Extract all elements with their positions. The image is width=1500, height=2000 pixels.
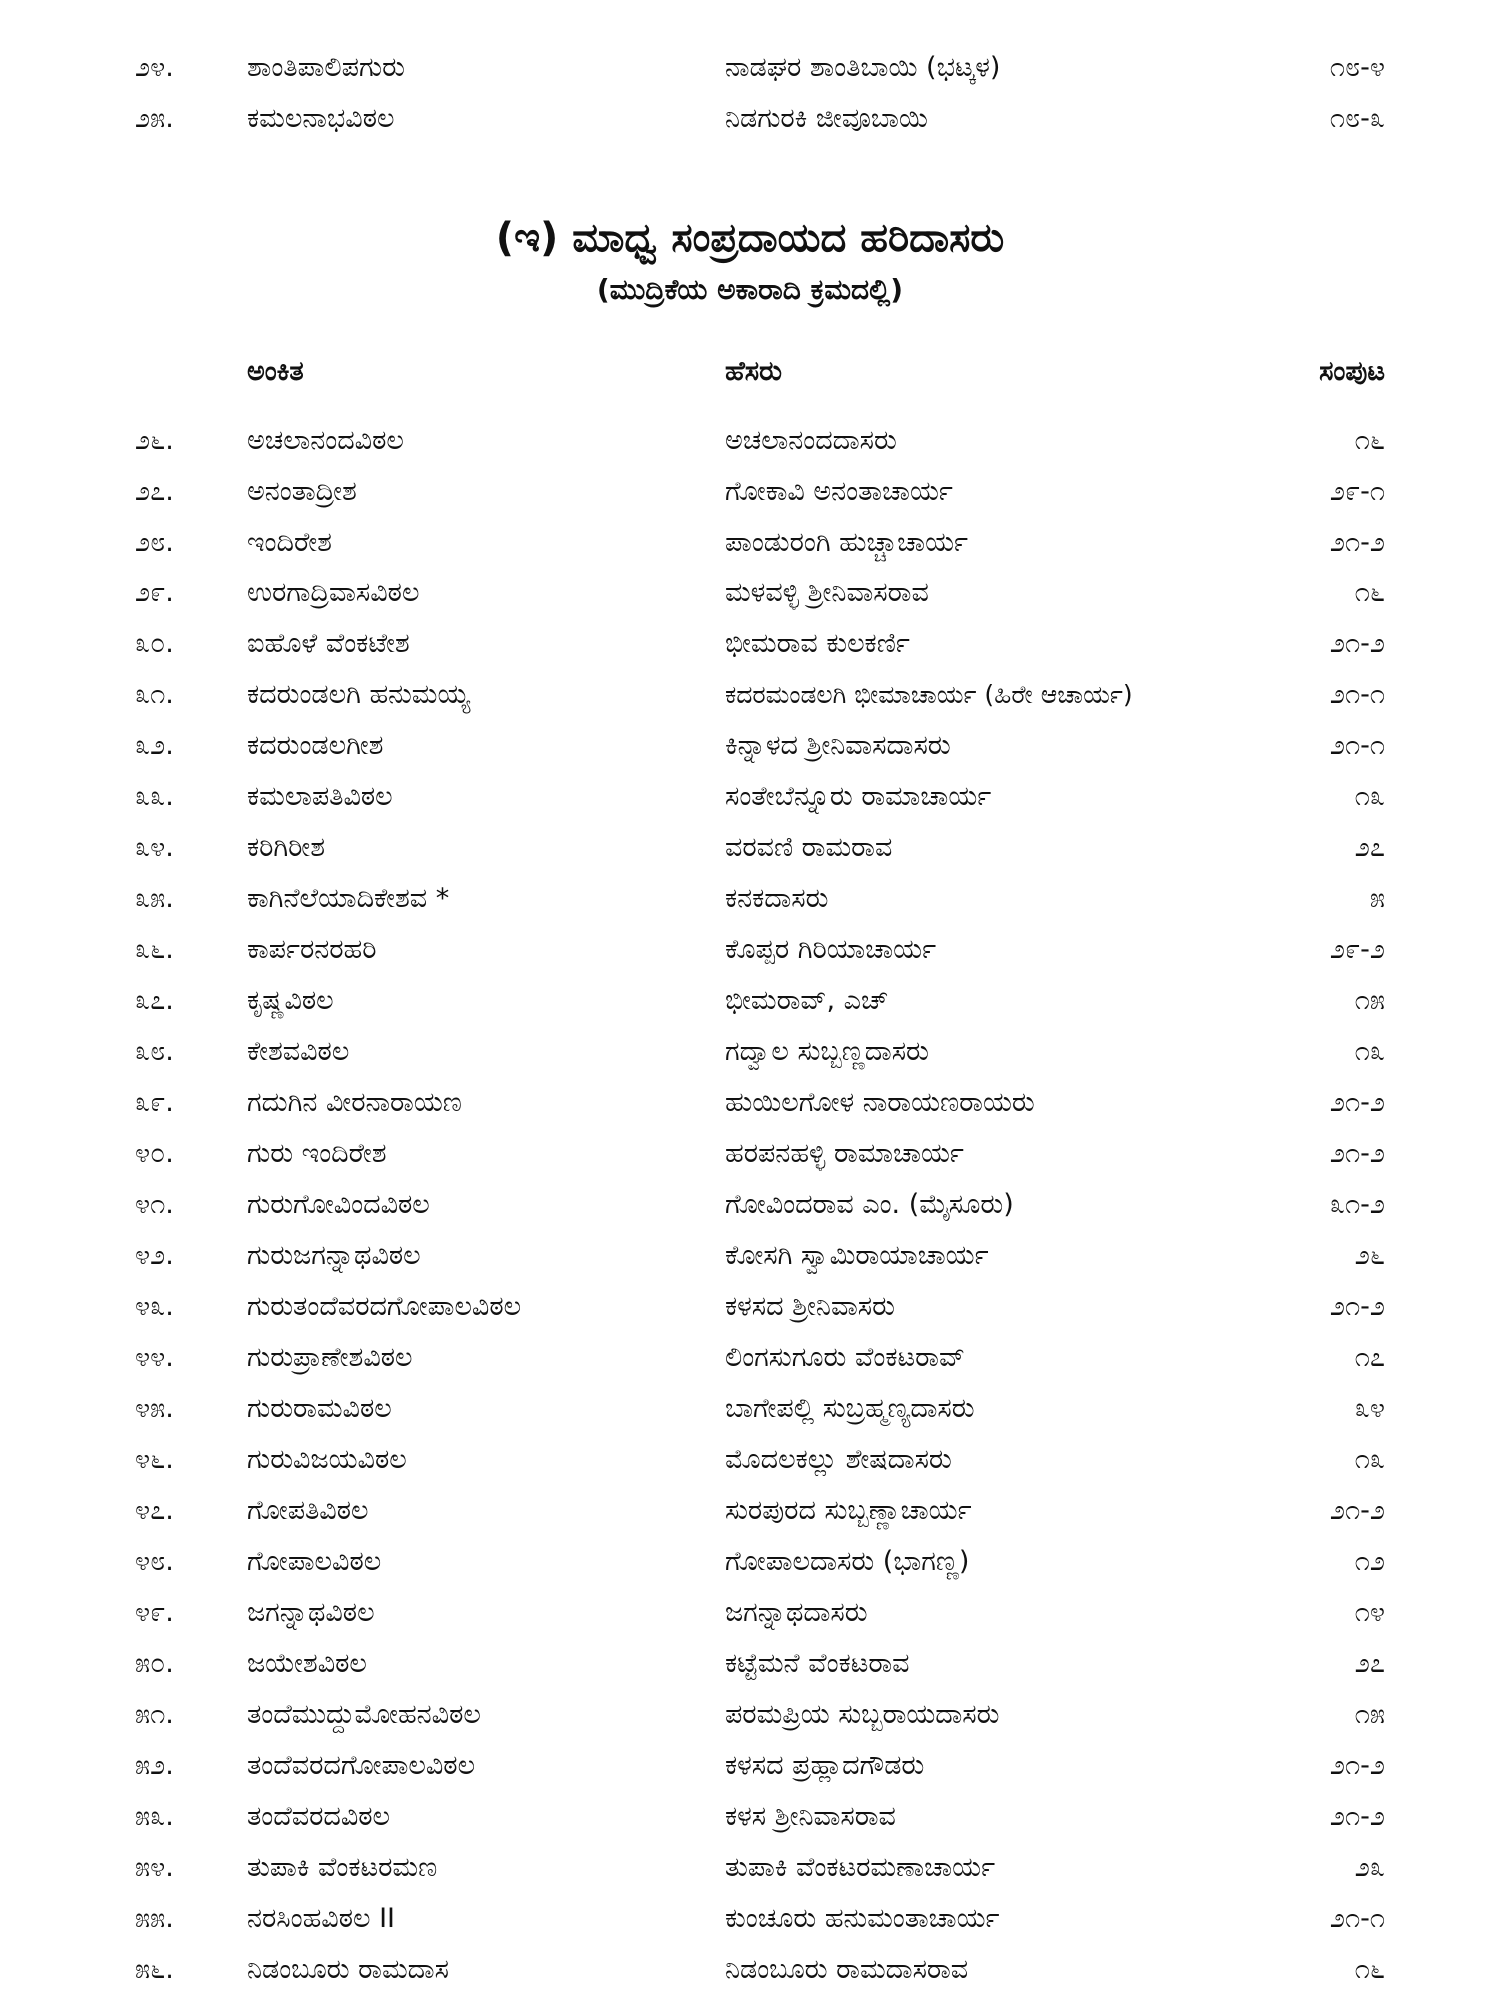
entry-ankita: ತಂದೆಮುದ್ದುಮೋಹನವಿಠಲ xyxy=(247,1699,481,1730)
entry-name: ಗೋವಿಂದರಾವ ಎಂ. (ಮೈಸೂರು) xyxy=(725,1189,1014,1220)
list-item xyxy=(0,470,1500,514)
list-item xyxy=(0,928,1500,972)
entry-number: ೩೪. xyxy=(135,832,174,863)
entry-number: ೪೧. xyxy=(135,1189,174,1220)
header-ankita: ಅಂಕಿತ xyxy=(247,356,304,387)
entry-volume: ೧೩ xyxy=(1354,1444,1385,1475)
entry-ankita: ಕಾಗಿನೆಲೆಯಾದಿಕೇಶವ * xyxy=(247,883,450,914)
entry-name: ಮೊದಲಕಲ್ಲು ಶೇಷದಾಸರು xyxy=(725,1444,952,1475)
entry-name: ಗದ್ವಾಲ ಸುಬ್ಬಣ್ಣದಾಸರು xyxy=(725,1036,929,1067)
entry-ankita: ಗುರುವಿಜಯವಿಠಲ xyxy=(247,1444,407,1475)
entry-volume: ೫ xyxy=(1369,883,1385,914)
list-item xyxy=(0,1489,1500,1533)
list-item xyxy=(0,1081,1500,1125)
entry-number: ೨೭. xyxy=(135,476,174,507)
entry-name: ಕನಕದಾಸರು xyxy=(725,883,829,914)
entry-number: ೪೪. xyxy=(135,1342,174,1373)
entry-name: ಭೀಮರಾವ ಕುಲಕರ್ಣಿ xyxy=(725,628,910,659)
entry-volume: ೨೧-೧ xyxy=(1329,730,1385,761)
entry-ankita: ಉರಗಾದ್ರಿವಾಸವಿಠಲ xyxy=(247,577,420,608)
entry-name: ಹುಯಿಲಗೋಳ ನಾರಾಯಣರಾಯರು xyxy=(725,1087,1035,1118)
entry-name: ಕಟ್ಟೆಮನೆ ವೆಂಕಟರಾವ xyxy=(725,1648,910,1679)
entry-volume: ೧೩ xyxy=(1354,1036,1385,1067)
entry-number: ೪೫. xyxy=(135,1393,174,1424)
entry-name: ಪರಮಪ್ರಿಯ ಸುಬ್ಬರಾಯದಾಸರು xyxy=(725,1699,1000,1730)
entry-name: ಅಚಲಾನಂದದಾಸರು xyxy=(725,425,897,456)
entry-ankita: ಇಂದಿರೇಶ xyxy=(247,527,332,558)
entry-number: ೪೦. xyxy=(135,1138,174,1169)
entry-ankita: ಐಹೊಳೆ ವೆಂಕಟೇಶ xyxy=(247,628,410,659)
entry-volume: ೧೬ xyxy=(1354,425,1385,456)
entry-number: ೫೬. xyxy=(135,1954,174,1985)
entry-ankita: ತಂದೆವರದಗೋಪಾಲವಿಠಲ xyxy=(247,1750,476,1781)
entry-ankita: ಗದುಗಿನ ವೀರನಾರಾಯಣ xyxy=(247,1087,462,1118)
entry-volume: ೨೧-೨ xyxy=(1329,1495,1385,1526)
entry-volume: ೧೫ xyxy=(1354,985,1385,1016)
entry-volume: ೩೧-೨ xyxy=(1329,1189,1385,1220)
entry-name: ಜಗನ್ನಾಥದಾಸರು xyxy=(725,1597,868,1628)
list-item xyxy=(0,1285,1500,1329)
list-item xyxy=(0,724,1500,768)
list-item xyxy=(0,521,1500,565)
list-item xyxy=(0,1795,1500,1839)
header-name: ಹೆಸರು xyxy=(725,356,782,387)
entry-name: ನಿಡಂಬೂರು ರಾಮದಾಸರಾವ xyxy=(725,1954,969,1985)
entry-name: ನಾಡಘರ ಶಾಂತಿಬಾಯಿ (ಭಟ್ಕಳ) xyxy=(725,52,1001,83)
entry-ankita: ಗುರುತಂದೆವರದಗೋಪಾಲವಿಠಲ xyxy=(247,1291,522,1322)
entry-volume: ೨೧-೨ xyxy=(1329,1750,1385,1781)
entry-name: ವರವಣಿ ರಾಮರಾವ xyxy=(725,832,893,863)
entry-name: ಗೋಪಾಲದಾಸರು (ಭಾಗಣ್ಣ) xyxy=(725,1546,970,1577)
list-item xyxy=(0,622,1500,666)
entry-name: ಕೊಪ್ಪರ ಗಿರಿಯಾಚಾರ್ಯ xyxy=(725,934,937,965)
list-item xyxy=(0,1234,1500,1278)
list-item xyxy=(0,97,1500,141)
entry-volume: ೧೬ xyxy=(1354,1954,1385,1985)
entry-name: ಲಿಂಗಸುಗೂರು ವೆಂಕಟರಾವ್ xyxy=(725,1342,966,1373)
entry-ankita: ಜಯೇಶವಿಠಲ xyxy=(247,1648,367,1679)
entry-name: ಸುರಪುರದ ಸುಬ್ಬಣ್ಣಾಚಾರ್ಯ xyxy=(725,1495,972,1526)
list-item xyxy=(0,1693,1500,1737)
entry-ankita: ಗೋಪಾಲವಿಠಲ xyxy=(247,1546,382,1577)
entry-number: ೩೯. xyxy=(135,1087,174,1118)
entry-name: ಕಳಸದ ಪ್ರಹ್ಲಾದಗೌಡರು xyxy=(725,1750,925,1781)
list-item xyxy=(0,1132,1500,1176)
entry-number: ೨೮. xyxy=(135,527,174,558)
entry-name: ಕಳಸದ ಶ್ರೀನಿವಾಸರು xyxy=(725,1291,896,1322)
entry-number: ೨೬. xyxy=(135,425,174,456)
entry-ankita: ಗುರು ಇಂದಿರೇಶ xyxy=(247,1138,387,1169)
entry-volume: ೨೧-೨ xyxy=(1329,1801,1385,1832)
list-item xyxy=(0,775,1500,819)
entry-number: ೪೮. xyxy=(135,1546,174,1577)
entry-volume: ೧೪ xyxy=(1354,1597,1385,1628)
entry-ankita: ಕದರುಂಡಲಗಿ ಹನುಮಯ್ಯ xyxy=(247,679,471,710)
entry-ankita: ಅಚಲಾನಂದವಿಠಲ xyxy=(247,425,404,456)
entry-name: ಗೋಕಾವಿ ಅನಂತಾಚಾರ್ಯ xyxy=(725,476,953,507)
entry-name: ಬಾಗೇಪಲ್ಲಿ ಸುಬ್ರಹ್ಮಣ್ಯದಾಸರು xyxy=(725,1393,975,1424)
entry-number: ೪೯. xyxy=(135,1597,174,1628)
entry-name: ಕುಂಚೂರು ಹನುಮಂತಾಚಾರ್ಯ xyxy=(725,1903,1000,1934)
list-item xyxy=(0,1336,1500,1380)
entry-volume: ೨೭ xyxy=(1354,1648,1385,1679)
entry-name: ಕದರಮಂಡಲಗಿ ಭೀಮಾಚಾರ್ಯ (ಹಿರೇ ಆಚಾರ್ಯ) xyxy=(725,680,1133,709)
entry-number: ೫೧. xyxy=(135,1699,174,1730)
entry-ankita: ತುಪಾಕಿ ವೆಂಕಟರಮಣ xyxy=(247,1852,438,1883)
list-item xyxy=(0,979,1500,1023)
entry-ankita: ಗುರುರಾಮವಿಠಲ xyxy=(247,1393,392,1424)
entry-ankita: ಕಮಲನಾಭವಿಠಲ xyxy=(247,103,395,134)
list-item xyxy=(0,673,1500,717)
list-item xyxy=(0,1183,1500,1227)
entry-ankita: ಗುರುಪ್ರಾಣೇಶವಿಠಲ xyxy=(247,1342,413,1373)
entry-name: ಮಳವಳ್ಳಿ ಶ್ರೀನಿವಾಸರಾವ xyxy=(725,577,929,608)
list-item xyxy=(0,419,1500,463)
entry-volume: ೨೩ xyxy=(1354,1852,1385,1883)
entry-number: ೪೨. xyxy=(135,1240,174,1271)
entry-ankita: ಕರಿಗಿರೀಶ xyxy=(247,832,326,863)
entry-number: ೪೭. xyxy=(135,1495,174,1526)
list-item xyxy=(0,1642,1500,1686)
list-item xyxy=(0,1744,1500,1788)
list-item xyxy=(0,826,1500,870)
list-item xyxy=(0,1948,1500,1992)
entry-number: ೩೧. xyxy=(135,679,174,710)
entry-ankita: ನಿಡಂಬೂರು ರಾಮದಾಸ xyxy=(247,1954,449,1985)
list-item xyxy=(0,1030,1500,1074)
entry-number: ೩೫. xyxy=(135,883,174,914)
entry-volume: ೧೩ xyxy=(1354,781,1385,812)
entry-ankita: ಗೋಪತಿವಿಠಲ xyxy=(247,1495,369,1526)
entry-volume: ೧೮-೩ xyxy=(1329,103,1385,134)
entry-ankita: ಕೇಶವವಿಠಲ xyxy=(247,1036,350,1067)
list-item xyxy=(0,1897,1500,1941)
entry-ankita: ಕಮಲಾಪತಿವಿಠಲ xyxy=(247,781,393,812)
entry-volume: ೧೬ xyxy=(1354,577,1385,608)
entry-number: ೪೩. xyxy=(135,1291,174,1322)
entry-number: ೩೬. xyxy=(135,934,174,965)
entry-volume: ೧೨ xyxy=(1354,1546,1385,1577)
list-item xyxy=(0,1591,1500,1635)
list-item xyxy=(0,1846,1500,1890)
entry-ankita: ಕೃಷ್ಣವಿಠಲ xyxy=(247,985,334,1016)
entry-volume: ೨೭ xyxy=(1354,832,1385,863)
entry-number: ೩೮. xyxy=(135,1036,174,1067)
entry-name: ನಿಡಗುರಕಿ ಜೀವೂಬಾಯಿ xyxy=(725,103,928,134)
entry-number: ೩೩. xyxy=(135,781,174,812)
entry-ankita: ಗುರುಗೋವಿಂದವಿಠಲ xyxy=(247,1189,430,1220)
section-title: (ಇ) ಮಾಧ್ವ ಸಂಪ್ರದಾಯದ ಹರಿದಾಸರು xyxy=(495,215,1005,261)
entry-volume: ೨೧-೨ xyxy=(1329,1291,1385,1322)
entry-volume: ೧೫ xyxy=(1354,1699,1385,1730)
entry-number: ೩೦. xyxy=(135,628,174,659)
entry-ankita: ಕಾರ್ಪರನರಹರಿ xyxy=(247,934,377,965)
entry-name: ಭೀಮರಾವ್, ಎಚ್ xyxy=(725,985,889,1016)
entry-number: ೫೦. xyxy=(135,1648,174,1679)
header-volume: ಸಂಪುಟ xyxy=(1319,356,1385,387)
entry-volume: ೨೧-೨ xyxy=(1329,527,1385,558)
entry-ankita: ಜಗನ್ನಾಥವಿಠಲ xyxy=(247,1597,375,1628)
entry-name: ಕೋಸಗಿ ಸ್ವಾಮಿರಾಯಾಚಾರ್ಯ xyxy=(725,1240,989,1271)
entry-name: ಕಳಸ ಶ್ರೀನಿವಾಸರಾವ xyxy=(725,1801,896,1832)
column-headers xyxy=(0,350,1500,394)
entry-number: ೨೪. xyxy=(135,52,174,83)
entry-ankita: ತಂದೆವರದವಿಠಲ xyxy=(247,1801,391,1832)
entry-volume: ೨೯-೨ xyxy=(1329,934,1385,965)
entry-number: ೨೫. xyxy=(135,103,174,134)
entry-name: ಪಾಂಡುರಂಗಿ ಹುಚ್ಚಾಚಾರ್ಯ xyxy=(725,527,968,558)
entry-number: ೩೭. xyxy=(135,985,174,1016)
entry-volume: ೧೭ xyxy=(1354,1342,1385,1373)
list-item xyxy=(0,1438,1500,1482)
section-subtitle: (ಮುದ್ರಿಕೆಯ ಅಕಾರಾದಿ ಕ್ರಮದಲ್ಲಿ) xyxy=(596,273,904,306)
entry-name: ಹರಪನಹಳ್ಳಿ ರಾಮಾಚಾರ್ಯ xyxy=(725,1138,964,1169)
entry-number: ೫೫. xyxy=(135,1903,174,1934)
entry-volume: ೨೧-೨ xyxy=(1329,1138,1385,1169)
list-item xyxy=(0,571,1500,615)
entry-ankita: ನರಸಿಂಹವಿಠಲ II xyxy=(247,1903,396,1934)
entry-number: ೫೪. xyxy=(135,1852,174,1883)
entry-number: ೫೩. xyxy=(135,1801,174,1832)
entry-number: ೨೯. xyxy=(135,577,174,608)
entry-ankita: ಕದರುಂಡಲಗೀಶ xyxy=(247,730,384,761)
entry-name: ಕಿನ್ನಾಳದ ಶ್ರೀನಿವಾಸದಾಸರು xyxy=(725,730,951,761)
entry-ankita: ಗುರುಜಗನ್ನಾಥವಿಠಲ xyxy=(247,1240,421,1271)
list-item xyxy=(0,1387,1500,1431)
entry-number: ೫೨. xyxy=(135,1750,174,1781)
entry-volume: ೨೧-೨ xyxy=(1329,1087,1385,1118)
entry-volume: ೧೮-೪ xyxy=(1329,52,1385,83)
entry-ankita: ಶಾಂತಿಪಾಲಿಪಗುರು xyxy=(247,52,406,83)
entry-name: ತುಪಾಕಿ ವೆಂಕಟರಮಣಾಚಾರ್ಯ xyxy=(725,1852,996,1883)
list-item xyxy=(0,877,1500,921)
entry-number: ೪೬. xyxy=(135,1444,174,1475)
entry-volume: ೨೬ xyxy=(1354,1240,1385,1271)
entry-volume: ೩೪ xyxy=(1354,1393,1385,1424)
list-item xyxy=(0,1540,1500,1584)
entry-volume: ೨೧-೧ xyxy=(1329,679,1385,710)
list-item xyxy=(0,46,1500,90)
entry-volume: ೨೧-೧ xyxy=(1329,1903,1385,1934)
entry-volume: ೨೯-೧ xyxy=(1329,476,1385,507)
entry-volume: ೨೧-೨ xyxy=(1329,628,1385,659)
entry-name: ಸಂತೇಬೆನ್ನೂರು ರಾಮಾಚಾರ್ಯ xyxy=(725,781,992,812)
entry-ankita: ಅನಂತಾದ್ರೀಶ xyxy=(247,476,357,507)
entry-number: ೩೨. xyxy=(135,730,174,761)
